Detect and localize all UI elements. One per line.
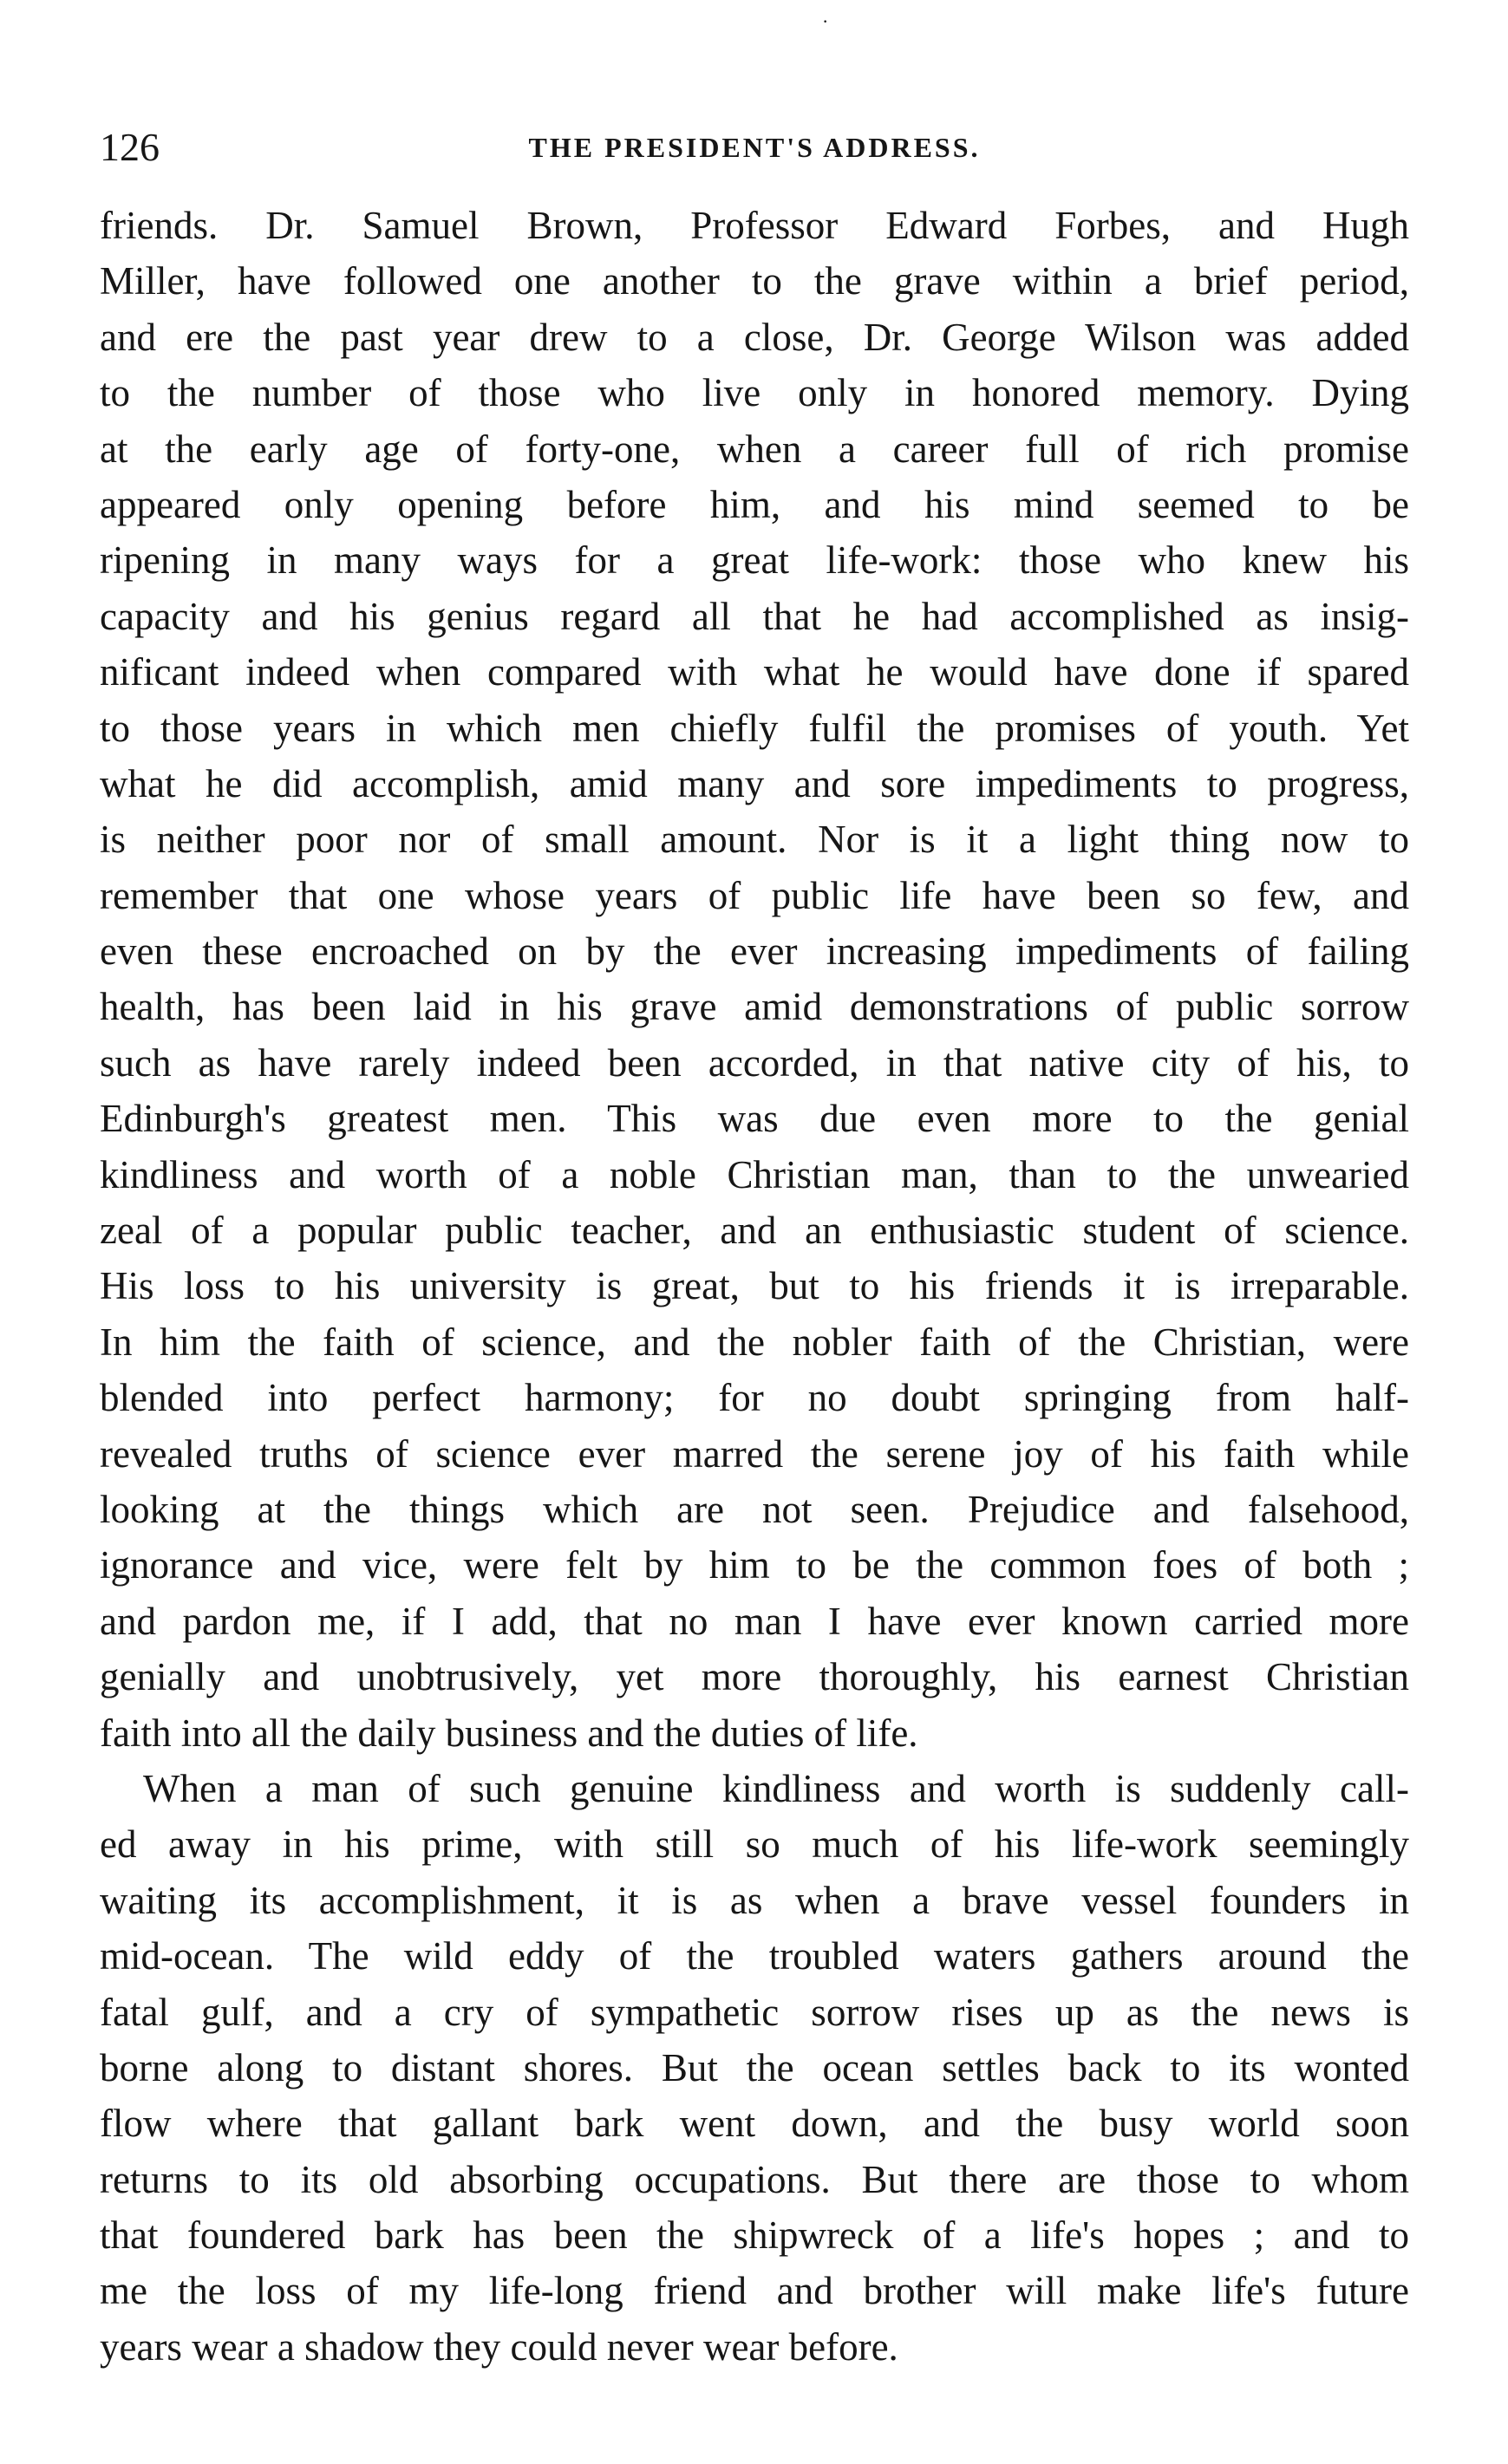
- text-line: In him the faith of science, and the nobler faith of the Christian, were: [100, 1320, 1409, 1364]
- text-line: fatal gulf, and a cry of sympathetic sorrow rises up as the news is: [100, 1990, 1409, 2034]
- text-line: returns to its old absorbing occupations. But there are those to whom: [100, 2157, 1409, 2201]
- text-line: that foundered bark has been the shipwreck of a life's hopes ; and to: [100, 2213, 1409, 2258]
- text-line: years wear a shadow they could never wear before.: [100, 2324, 898, 2369]
- text-line: friends. Dr. Samuel Brown, Professor Edward Forbes, and Hugh: [100, 204, 1409, 247]
- text-line: When a man of such genuine kindliness and worth is suddenly call-: [143, 1766, 1409, 1810]
- text-line: genially and unobtrusively, yet more thoroughly, his earnest Christian: [100, 1655, 1409, 1699]
- text-line: faith into all the daily business and the duties of life.: [100, 1711, 918, 1755]
- running-head: THE PRESIDENT'S ADDRESS.: [528, 132, 981, 163]
- text-line: at the early age of forty-one, when a career full of rich promise: [100, 427, 1409, 471]
- text-line: ripening in many ways for a great life-work: those who knew his: [100, 538, 1409, 583]
- page-header: [100, 121, 1409, 173]
- text-line: such as have rarely indeed been accorded, in that native city of his, to: [100, 1040, 1409, 1085]
- text-line: what he did accomplish, amid many and sore impediments to progress,: [100, 761, 1409, 805]
- text-line: is neither poor nor of small amount. Nor is it a light thing now to: [100, 818, 1409, 862]
- text-line: to those years in which men chiefly fulfil the promises of youth. Yet: [100, 706, 1409, 750]
- text-line: kindliness and worth of a noble Christian man, than to the unwearied: [100, 1152, 1409, 1196]
- text-line: nificant indeed when compared with what he would have done if spared: [100, 650, 1409, 694]
- text-line: appeared only opening before him, and his mind seemed to be: [100, 482, 1409, 526]
- paragraph: [100, 1761, 1409, 2375]
- page-speck: ·: [822, 10, 829, 32]
- text-line: and pardon me, if I add, that no man I have ever known carried more: [100, 1599, 1409, 1643]
- text-line: waiting its accomplishment, it is as when a brave vessel founders in: [100, 1878, 1409, 1922]
- text-line: zeal of a popular public teacher, and an enthusiastic student of science.: [100, 1209, 1409, 1253]
- text-line: His loss to his university is great, but to his friends it is irreparable.: [100, 1264, 1409, 1308]
- text-line: Miller, have followed one another to the grave within a brief period,: [100, 259, 1409, 303]
- text-line: even these encroached on by the ever increasing impediments of failing: [100, 929, 1409, 974]
- text-line: ignorance and vice, were felt by him to be the common foes of both ;: [100, 1543, 1409, 1587]
- text-line: looking at the things which are not seen. Prejudice and falsehood,: [100, 1487, 1409, 1531]
- text-line: health, has been laid in his grave amid demonstrations of public sorrow: [100, 985, 1409, 1029]
- text-line: blended into perfect harmony; for no doubt springing from half-: [100, 1376, 1409, 1420]
- page-number: 126: [100, 125, 160, 169]
- text-line: to the number of those who live only in honored memory. Dying: [100, 371, 1409, 415]
- paragraph: [100, 198, 1409, 1761]
- text-line: ed away in his prime, with still so much of his life-work seemingly: [100, 1822, 1409, 1867]
- text-line: flow where that gallant bark went down, and the busy world soon: [100, 2102, 1409, 2146]
- text-line: capacity and his genius regard all that he had accomplished as insig-: [100, 594, 1409, 638]
- text-line: revealed truths of science ever marred the serene joy of his faith while: [100, 1431, 1409, 1476]
- text-line: Edinburgh's greatest men. This was due even more to the genial: [100, 1097, 1409, 1141]
- text-line: remember that one whose years of public life have been so few, and: [100, 873, 1409, 917]
- body-text: [100, 198, 1409, 2375]
- text-line: mid-ocean. The wild eddy of the troubled waters gathers around the: [100, 1934, 1409, 1978]
- text-line: me the loss of my life-long friend and brother will make life's future: [100, 2269, 1409, 2313]
- text-line: borne along to distant shores. But the ocean settles back to its wonted: [100, 2045, 1409, 2089]
- text-line: and ere the past year drew to a close, Dr. George Wilson was added: [100, 315, 1409, 359]
